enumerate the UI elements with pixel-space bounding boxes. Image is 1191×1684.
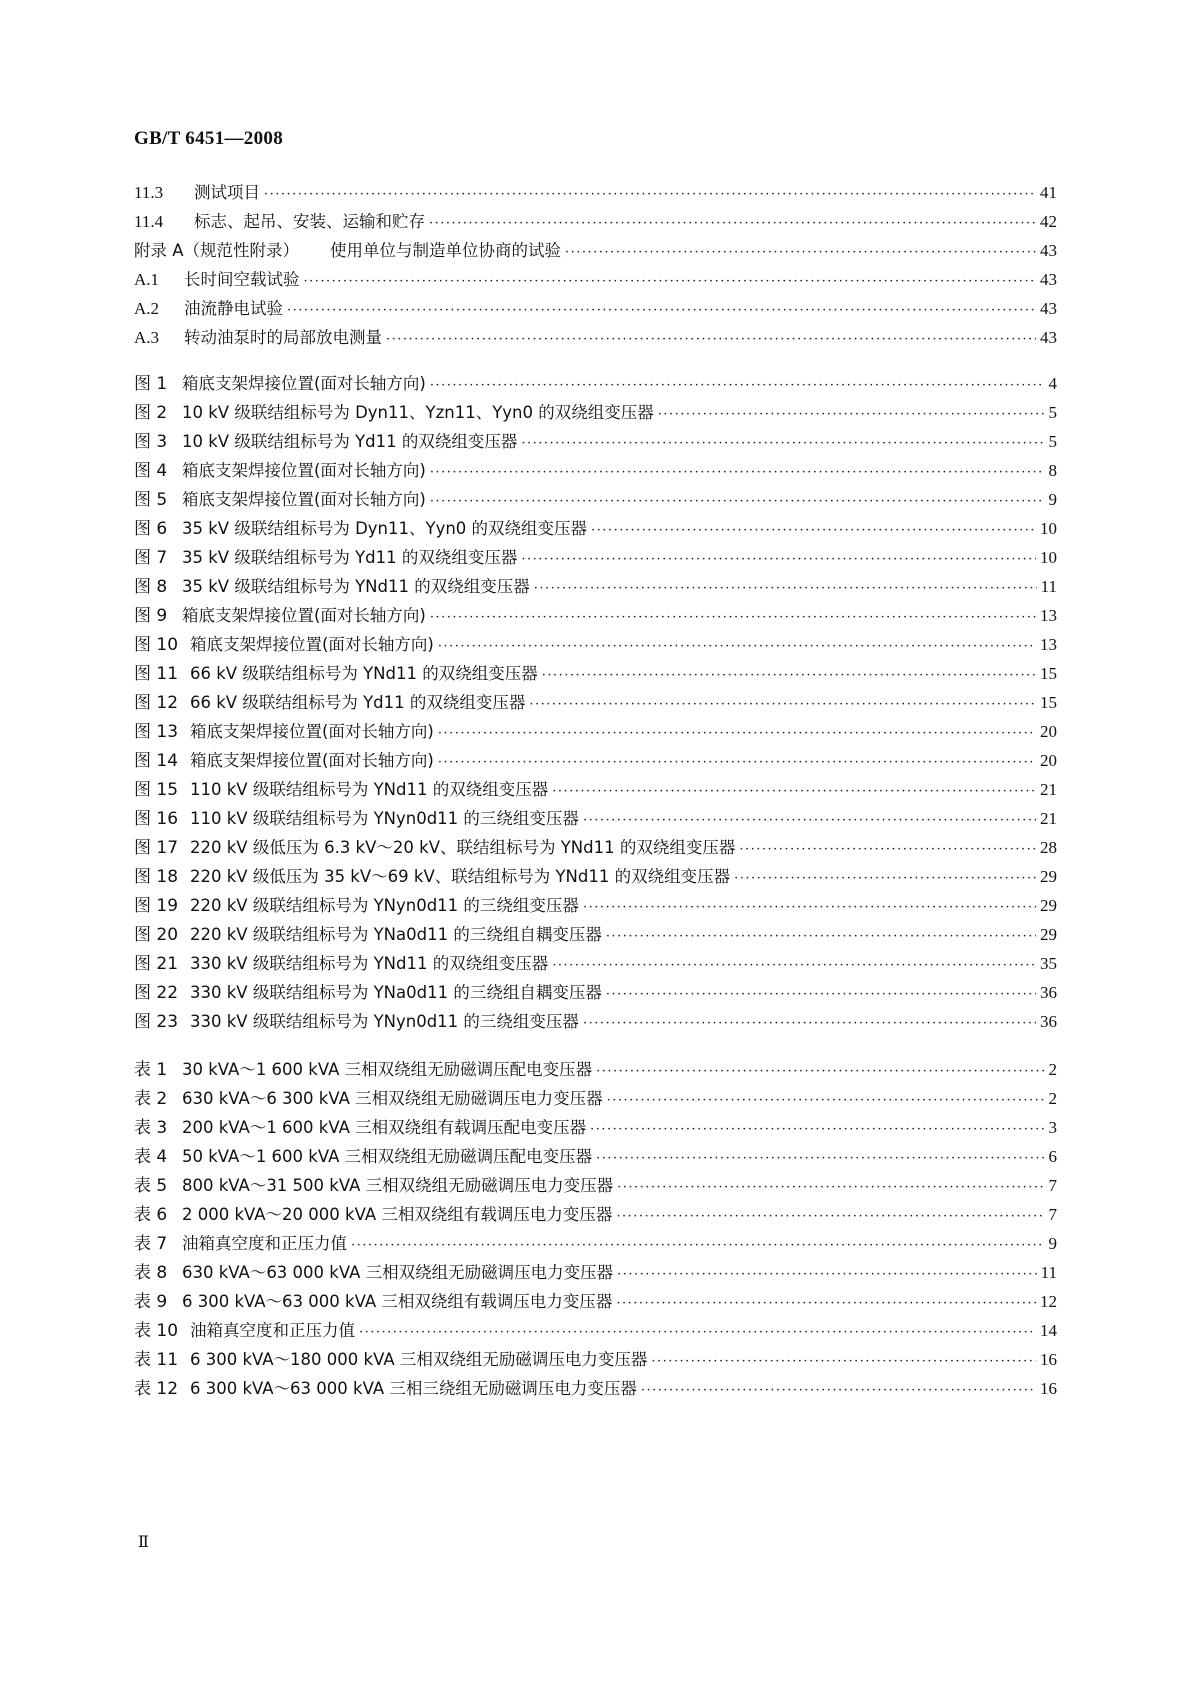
entry-number: 图 21 — [134, 954, 179, 974]
entry-number: 图 8 — [134, 577, 168, 597]
entry-number: 图 20 — [134, 925, 179, 945]
entry-number: 图 11 — [134, 664, 179, 684]
toc-entry-figure[interactable] — [134, 632, 1057, 658]
entry-page: 43 — [1040, 328, 1057, 347]
entry-number: 图 10 — [134, 635, 179, 655]
dot-leader — [591, 518, 1036, 544]
entry-page: 7 — [1048, 1176, 1057, 1195]
entry-title: 10 kV 级联结组标号为 Yd11 的双绕组变压器 — [182, 432, 518, 451]
toc-entry-figure[interactable] — [134, 661, 1057, 687]
toc-entry-table[interactable] — [134, 1173, 1057, 1199]
toc-entry-section[interactable] — [134, 296, 1057, 322]
entry-title: 油流静电试验 — [184, 299, 283, 318]
entry-title: 箱底支架焊接位置(面对长轴方向) — [182, 606, 426, 625]
dot-leader — [651, 1349, 1036, 1375]
entry-title: 50 kVA～1 600 kVA 三相双绕组无励磁调压配电变压器 — [182, 1147, 593, 1166]
entry-title: 35 kV 级联结组标号为 Yd11 的双绕组变压器 — [182, 548, 518, 567]
entry-page: 29 — [1040, 867, 1057, 886]
entry-page: 36 — [1040, 1012, 1057, 1031]
toc-entry-figure[interactable] — [134, 980, 1057, 1006]
entry-title: 2 000 kVA～20 000 kVA 三相双绕组有载调压电力变压器 — [182, 1205, 613, 1224]
toc-entry-table[interactable] — [134, 1289, 1057, 1315]
entry-number: 图 18 — [134, 867, 179, 887]
entry-title: 220 kV 级低压为 35 kV～69 kV、联结组标号为 YNd11 的双绕组变压器 — [190, 867, 731, 886]
dot-leader — [304, 269, 1037, 295]
entry-title: 35 kV 级联结组标号为 Dyn11、Yyn0 的双绕组变压器 — [182, 519, 588, 538]
page-number: Ⅱ — [138, 1534, 149, 1551]
entry-title: 6 300 kVA～63 000 kVA 三相双绕组有载调压电力变压器 — [182, 1292, 613, 1311]
dot-leader — [565, 240, 1036, 266]
entry-title: 30 kVA～1 600 kVA 三相双绕组无励磁调压配电变压器 — [182, 1060, 593, 1079]
entry-number: 图 15 — [134, 780, 179, 800]
entry-title: 330 kV 级联结组标号为 YNyn0d11 的三绕组变压器 — [190, 1012, 579, 1031]
entry-page: 10 — [1040, 548, 1057, 567]
entry-number: 表 6 — [134, 1205, 168, 1225]
dot-leader — [734, 866, 1036, 892]
toc-entry-figure[interactable] — [134, 951, 1057, 977]
entry-number: 图 5 — [134, 490, 168, 510]
entry-number: 图 14 — [134, 751, 179, 771]
toc-entry-figure[interactable] — [134, 922, 1057, 948]
entry-number: 11.4 — [134, 212, 164, 231]
entry-page: 15 — [1040, 693, 1057, 712]
entry-number: 11.3 — [134, 183, 164, 202]
dot-leader — [583, 895, 1036, 921]
entry-number: 图 1 — [134, 374, 168, 394]
toc-entry-table[interactable] — [134, 1231, 1057, 1257]
dot-leader — [590, 1117, 1044, 1143]
dot-leader — [616, 1204, 1044, 1230]
entry-title: 油箱真空度和正压力值 — [190, 1321, 355, 1340]
toc-entry-appendix[interactable] — [134, 238, 1057, 264]
entry-number: A.1 — [134, 270, 160, 289]
entry-page: 13 — [1040, 635, 1057, 654]
entry-title: 箱底支架焊接位置(面对长轴方向) — [190, 751, 434, 770]
dot-leader — [351, 1233, 1045, 1259]
dot-leader — [430, 489, 1045, 515]
toc-entry-figure[interactable] — [134, 545, 1057, 571]
entry-title: 220 kV 级联结组标号为 YNa0d11 的三绕组自耦变压器 — [190, 925, 602, 944]
entry-title: 220 kV 级联结组标号为 YNyn0d11 的三绕组变压器 — [190, 896, 579, 915]
entry-number: 图 19 — [134, 896, 179, 916]
entry-page: 29 — [1040, 925, 1057, 944]
document-header — [134, 128, 283, 150]
entry-page: 11 — [1040, 1263, 1057, 1282]
toc-entry-section[interactable] — [134, 325, 1057, 351]
entry-page: 13 — [1040, 606, 1057, 625]
toc-entry-table[interactable] — [134, 1202, 1057, 1228]
entry-title: 800 kVA～31 500 kVA 三相双绕组无励磁调压电力变压器 — [182, 1176, 614, 1195]
dot-leader — [521, 547, 1036, 573]
entry-number: 表 11 — [134, 1350, 179, 1370]
toc-entry-section[interactable] — [134, 180, 1057, 206]
entry-page: 43 — [1040, 270, 1057, 289]
dot-leader — [542, 663, 1036, 689]
entry-page: 42 — [1040, 212, 1057, 231]
entry-page: 6 — [1048, 1147, 1057, 1166]
entry-number: 表 1 — [134, 1060, 168, 1080]
dot-leader — [438, 634, 1036, 660]
toc-entry-figure[interactable] — [134, 574, 1057, 600]
entry-number: 表 3 — [134, 1118, 168, 1138]
entry-number: 图 17 — [134, 838, 179, 858]
entry-page: 7 — [1048, 1205, 1057, 1224]
entry-page: 5 — [1048, 403, 1057, 422]
entry-title: 200 kVA～1 600 kVA 三相双绕组有载调压配电变压器 — [182, 1118, 587, 1137]
entry-page: 2 — [1048, 1060, 1057, 1079]
dot-leader — [616, 1291, 1036, 1317]
entry-number: 表 2 — [134, 1089, 168, 1109]
entry-page: 36 — [1040, 983, 1057, 1002]
dot-leader — [596, 1146, 1044, 1172]
entry-title: 66 kV 级联结组标号为 Yd11 的双绕组变压器 — [190, 693, 526, 712]
entry-number: 表 5 — [134, 1176, 168, 1196]
entry-title: 6 300 kVA～63 000 kVA 三相三绕组无励磁调压电力变压器 — [190, 1379, 637, 1398]
entry-title: 转动油泵时的局部放电测量 — [184, 328, 382, 347]
entry-title: 6 300 kVA～180 000 kVA 三相双绕组无励磁调压电力变压器 — [190, 1350, 648, 1369]
entry-title: 箱底支架焊接位置(面对长轴方向) — [190, 635, 434, 654]
entry-title: 长时间空载试验 — [184, 270, 300, 289]
entry-number: 图 12 — [134, 693, 179, 713]
entry-page: 2 — [1048, 1089, 1057, 1108]
entry-page: 12 — [1040, 1292, 1057, 1311]
toc-entry-table[interactable] — [134, 1144, 1057, 1170]
dot-leader — [583, 808, 1036, 834]
toc-entry-figure[interactable] — [134, 1009, 1057, 1035]
dot-leader — [534, 576, 1037, 602]
dot-leader — [552, 953, 1036, 979]
dot-leader — [583, 1011, 1036, 1037]
entry-title: 标志、起吊、安装、运输和贮存 — [194, 212, 425, 231]
entry-number: 表 9 — [134, 1292, 168, 1312]
entry-number: 图 4 — [134, 461, 168, 481]
toc-entry-table[interactable] — [134, 1057, 1057, 1083]
dot-leader — [438, 750, 1036, 776]
dot-leader — [287, 298, 1036, 324]
toc-entry-figure[interactable] — [134, 371, 1057, 397]
entry-title: 箱底支架焊接位置(面对长轴方向) — [182, 461, 426, 480]
dot-leader — [606, 982, 1036, 1008]
entry-number: 图 9 — [134, 606, 168, 626]
toc-entry-table[interactable] — [134, 1115, 1057, 1141]
dot-leader — [430, 460, 1045, 486]
entry-number: 图 22 — [134, 983, 179, 1003]
toc-entry-section[interactable] — [134, 209, 1057, 235]
dot-leader — [386, 327, 1036, 353]
entry-page: 20 — [1040, 751, 1057, 770]
entry-page: 3 — [1048, 1118, 1057, 1137]
entry-number: 图 2 — [134, 403, 168, 423]
entry-page: 21 — [1040, 809, 1057, 828]
entry-title: 使用单位与制造单位协商的试验 — [330, 241, 561, 260]
toc-entry-table[interactable] — [134, 1086, 1057, 1112]
entry-title: 箱底支架焊接位置(面对长轴方向) — [190, 722, 434, 741]
dot-leader — [264, 182, 1036, 208]
entry-page: 9 — [1048, 490, 1057, 509]
toc-entry-figure[interactable] — [134, 458, 1057, 484]
entry-title: 35 kV 级联结组标号为 YNd11 的双绕组变压器 — [182, 577, 530, 596]
toc-entry-table[interactable] — [134, 1260, 1057, 1286]
entry-page: 21 — [1040, 780, 1057, 799]
entry-page: 16 — [1040, 1350, 1057, 1369]
entry-number: 表 4 — [134, 1147, 168, 1167]
entry-number: 图 3 — [134, 432, 168, 452]
toc-entry-figure[interactable] — [134, 487, 1057, 513]
entry-title: 110 kV 级联结组标号为 YNyn0d11 的三绕组变压器 — [190, 809, 579, 828]
entry-page: 5 — [1048, 432, 1057, 451]
dot-leader — [430, 605, 1036, 631]
entry-number: A.2 — [134, 299, 160, 318]
entry-page: 28 — [1040, 838, 1057, 857]
toc-entry-figure[interactable] — [134, 777, 1057, 803]
toc-entry-figure[interactable] — [134, 806, 1057, 832]
dot-leader — [641, 1378, 1036, 1404]
toc-entry-figure[interactable] — [134, 719, 1057, 745]
dot-leader — [438, 721, 1036, 747]
entry-page: 43 — [1040, 241, 1057, 260]
entry-number: 图 16 — [134, 809, 179, 829]
entry-title: 220 kV 级低压为 6.3 kV～20 kV、联结组标号为 YNd11 的双绕组变压器 — [190, 838, 736, 857]
entry-title: 110 kV 级联结组标号为 YNd11 的双绕组变压器 — [190, 780, 549, 799]
toc-entry-figure[interactable] — [134, 429, 1057, 455]
entry-number: 表 10 — [134, 1321, 179, 1341]
entry-number: A.3 — [134, 328, 160, 347]
entry-page: 16 — [1040, 1379, 1057, 1398]
entry-title: 330 kV 级联结组标号为 YNa0d11 的三绕组自耦变压器 — [190, 983, 602, 1002]
entry-title: 测试项目 — [194, 183, 260, 202]
entry-page: 4 — [1048, 374, 1057, 393]
entry-number: 图 23 — [134, 1012, 179, 1032]
entry-number: 图 13 — [134, 722, 179, 742]
toc-entry-figure[interactable] — [134, 400, 1057, 426]
entry-page: 20 — [1040, 722, 1057, 741]
dot-leader — [739, 837, 1036, 863]
dot-leader — [430, 373, 1045, 399]
dot-leader — [359, 1320, 1036, 1346]
entry-title: 66 kV 级联结组标号为 YNd11 的双绕组变压器 — [190, 664, 538, 683]
entry-page: 10 — [1040, 519, 1057, 538]
dot-leader — [658, 402, 1045, 428]
entry-title: 630 kVA～63 000 kVA 三相双绕组无励磁调压电力变压器 — [182, 1263, 614, 1282]
entry-title: 箱底支架焊接位置(面对长轴方向) — [182, 490, 426, 509]
entry-page: 9 — [1048, 1234, 1057, 1253]
entry-title: 10 kV 级联结组标号为 Dyn11、Yzn11、Yyn0 的双绕组变压器 — [182, 403, 654, 422]
dot-leader — [529, 692, 1036, 718]
toc-entry-figure[interactable] — [134, 690, 1057, 716]
entry-page: 29 — [1040, 896, 1057, 915]
entry-page: 35 — [1040, 954, 1057, 973]
dot-leader — [552, 779, 1036, 805]
entry-page: 43 — [1040, 299, 1057, 318]
entry-page: 14 — [1040, 1321, 1057, 1340]
toc-entry-table[interactable] — [134, 1376, 1057, 1402]
entry-number: 表 8 — [134, 1263, 168, 1283]
entry-title: 油箱真空度和正压力值 — [182, 1234, 347, 1253]
dot-leader — [617, 1175, 1044, 1201]
dot-leader — [596, 1059, 1044, 1085]
entry-page: 41 — [1040, 183, 1057, 202]
entry-title: 箱底支架焊接位置(面对长轴方向) — [182, 374, 426, 393]
dot-leader — [521, 431, 1044, 457]
toc-entry-figure[interactable] — [134, 748, 1057, 774]
entry-page: 15 — [1040, 664, 1057, 683]
entry-page: 11 — [1040, 577, 1057, 596]
dot-leader — [606, 924, 1036, 950]
entry-number: 表 12 — [134, 1379, 179, 1399]
standard-code: GB/T 6451—2008 — [134, 128, 284, 149]
entry-title: 330 kV 级联结组标号为 YNd11 的双绕组变压器 — [190, 954, 549, 973]
entry-number: 图 6 — [134, 519, 168, 539]
toc-entry-figure[interactable] — [134, 864, 1057, 890]
entry-number: 图 7 — [134, 548, 168, 568]
toc-entry-figure[interactable] — [134, 516, 1057, 542]
dot-leader — [607, 1088, 1045, 1114]
entry-page: 8 — [1048, 461, 1057, 480]
toc-entry-figure[interactable] — [134, 835, 1057, 861]
toc-entry-section[interactable] — [134, 267, 1057, 293]
toc-entry-table[interactable] — [134, 1347, 1057, 1373]
entry-number: 表 7 — [134, 1234, 168, 1254]
toc-entry-figure[interactable] — [134, 893, 1057, 919]
entry-number: 附录 A（规范性附录） — [134, 241, 300, 260]
dot-leader — [617, 1262, 1037, 1288]
toc-entry-table[interactable] — [134, 1318, 1057, 1344]
entry-title: 630 kVA～6 300 kVA 三相双绕组无励磁调压电力变压器 — [182, 1089, 603, 1108]
dot-leader — [429, 211, 1036, 237]
toc-entry-figure[interactable] — [134, 603, 1057, 629]
